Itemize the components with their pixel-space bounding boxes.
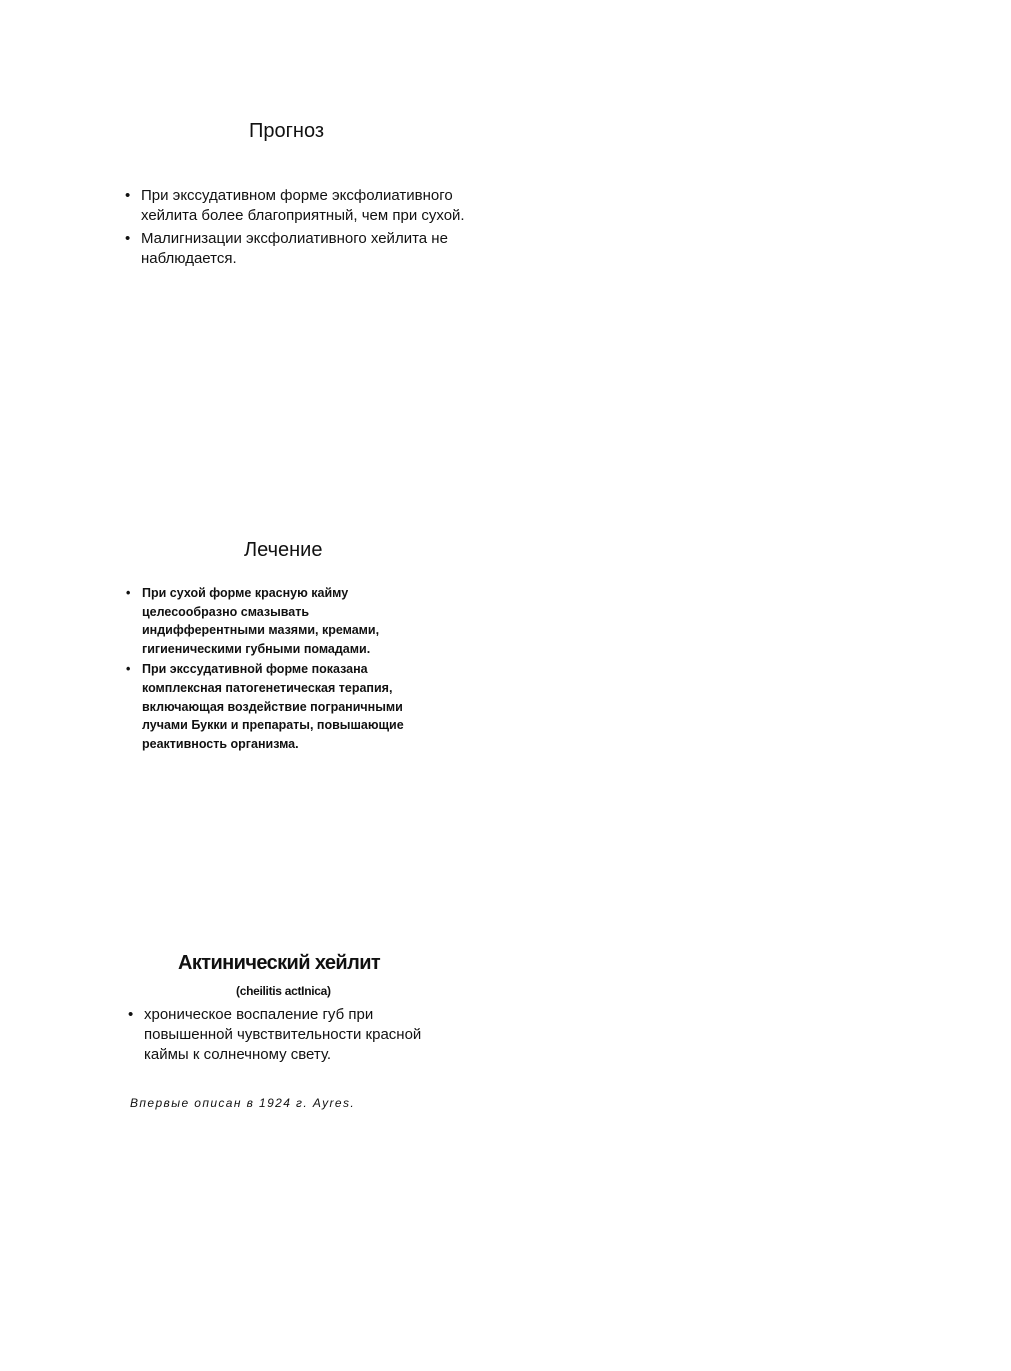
list-item [125,229,470,269]
list-item-text: При экссудативной форме показана комплексная патогенетическая терапия, включающая воздействие пограничными лучами Букки и препараты, повышающие реактивность организма. [142,662,404,751]
list-item-text: При экссудативном форме эксфолиативного хейлита более благоприятный, чем при сухой. [141,187,465,224]
list-item [126,660,426,753]
bullet-icon: • [126,662,131,677]
prognosis-list [125,186,470,272]
list-item [126,584,426,658]
list-item [125,186,470,226]
bullet-icon: • [125,230,131,247]
list-item-text: хроническое воспаление губ при повышенной чувствительности красной каймы к солнечному свету. [144,1006,422,1063]
list-item [128,1005,458,1065]
list-item-text: Малигнизации эксфолиативного хейлита не наблюдается. [141,230,448,267]
treatment-title: Лечение [244,539,323,561]
bullet-icon: • [128,1006,134,1023]
actinic-title: Актинический хейлит [178,952,381,974]
list-item-text: При сухой форме красную кайму целесообразно смазывать индифферентными мазями, кремами, гигиеническими губными помадами. [142,586,380,656]
latin-name: (cheilitis actInica) [236,984,331,998]
history-note: Впервые описан в 1924 г. Ayres. [130,1096,356,1110]
treatment-list [126,584,426,755]
actinic-list [128,1005,458,1065]
bullet-icon: • [125,187,131,204]
prognosis-title: Прогноз [249,120,325,142]
bullet-icon: • [126,586,131,600]
